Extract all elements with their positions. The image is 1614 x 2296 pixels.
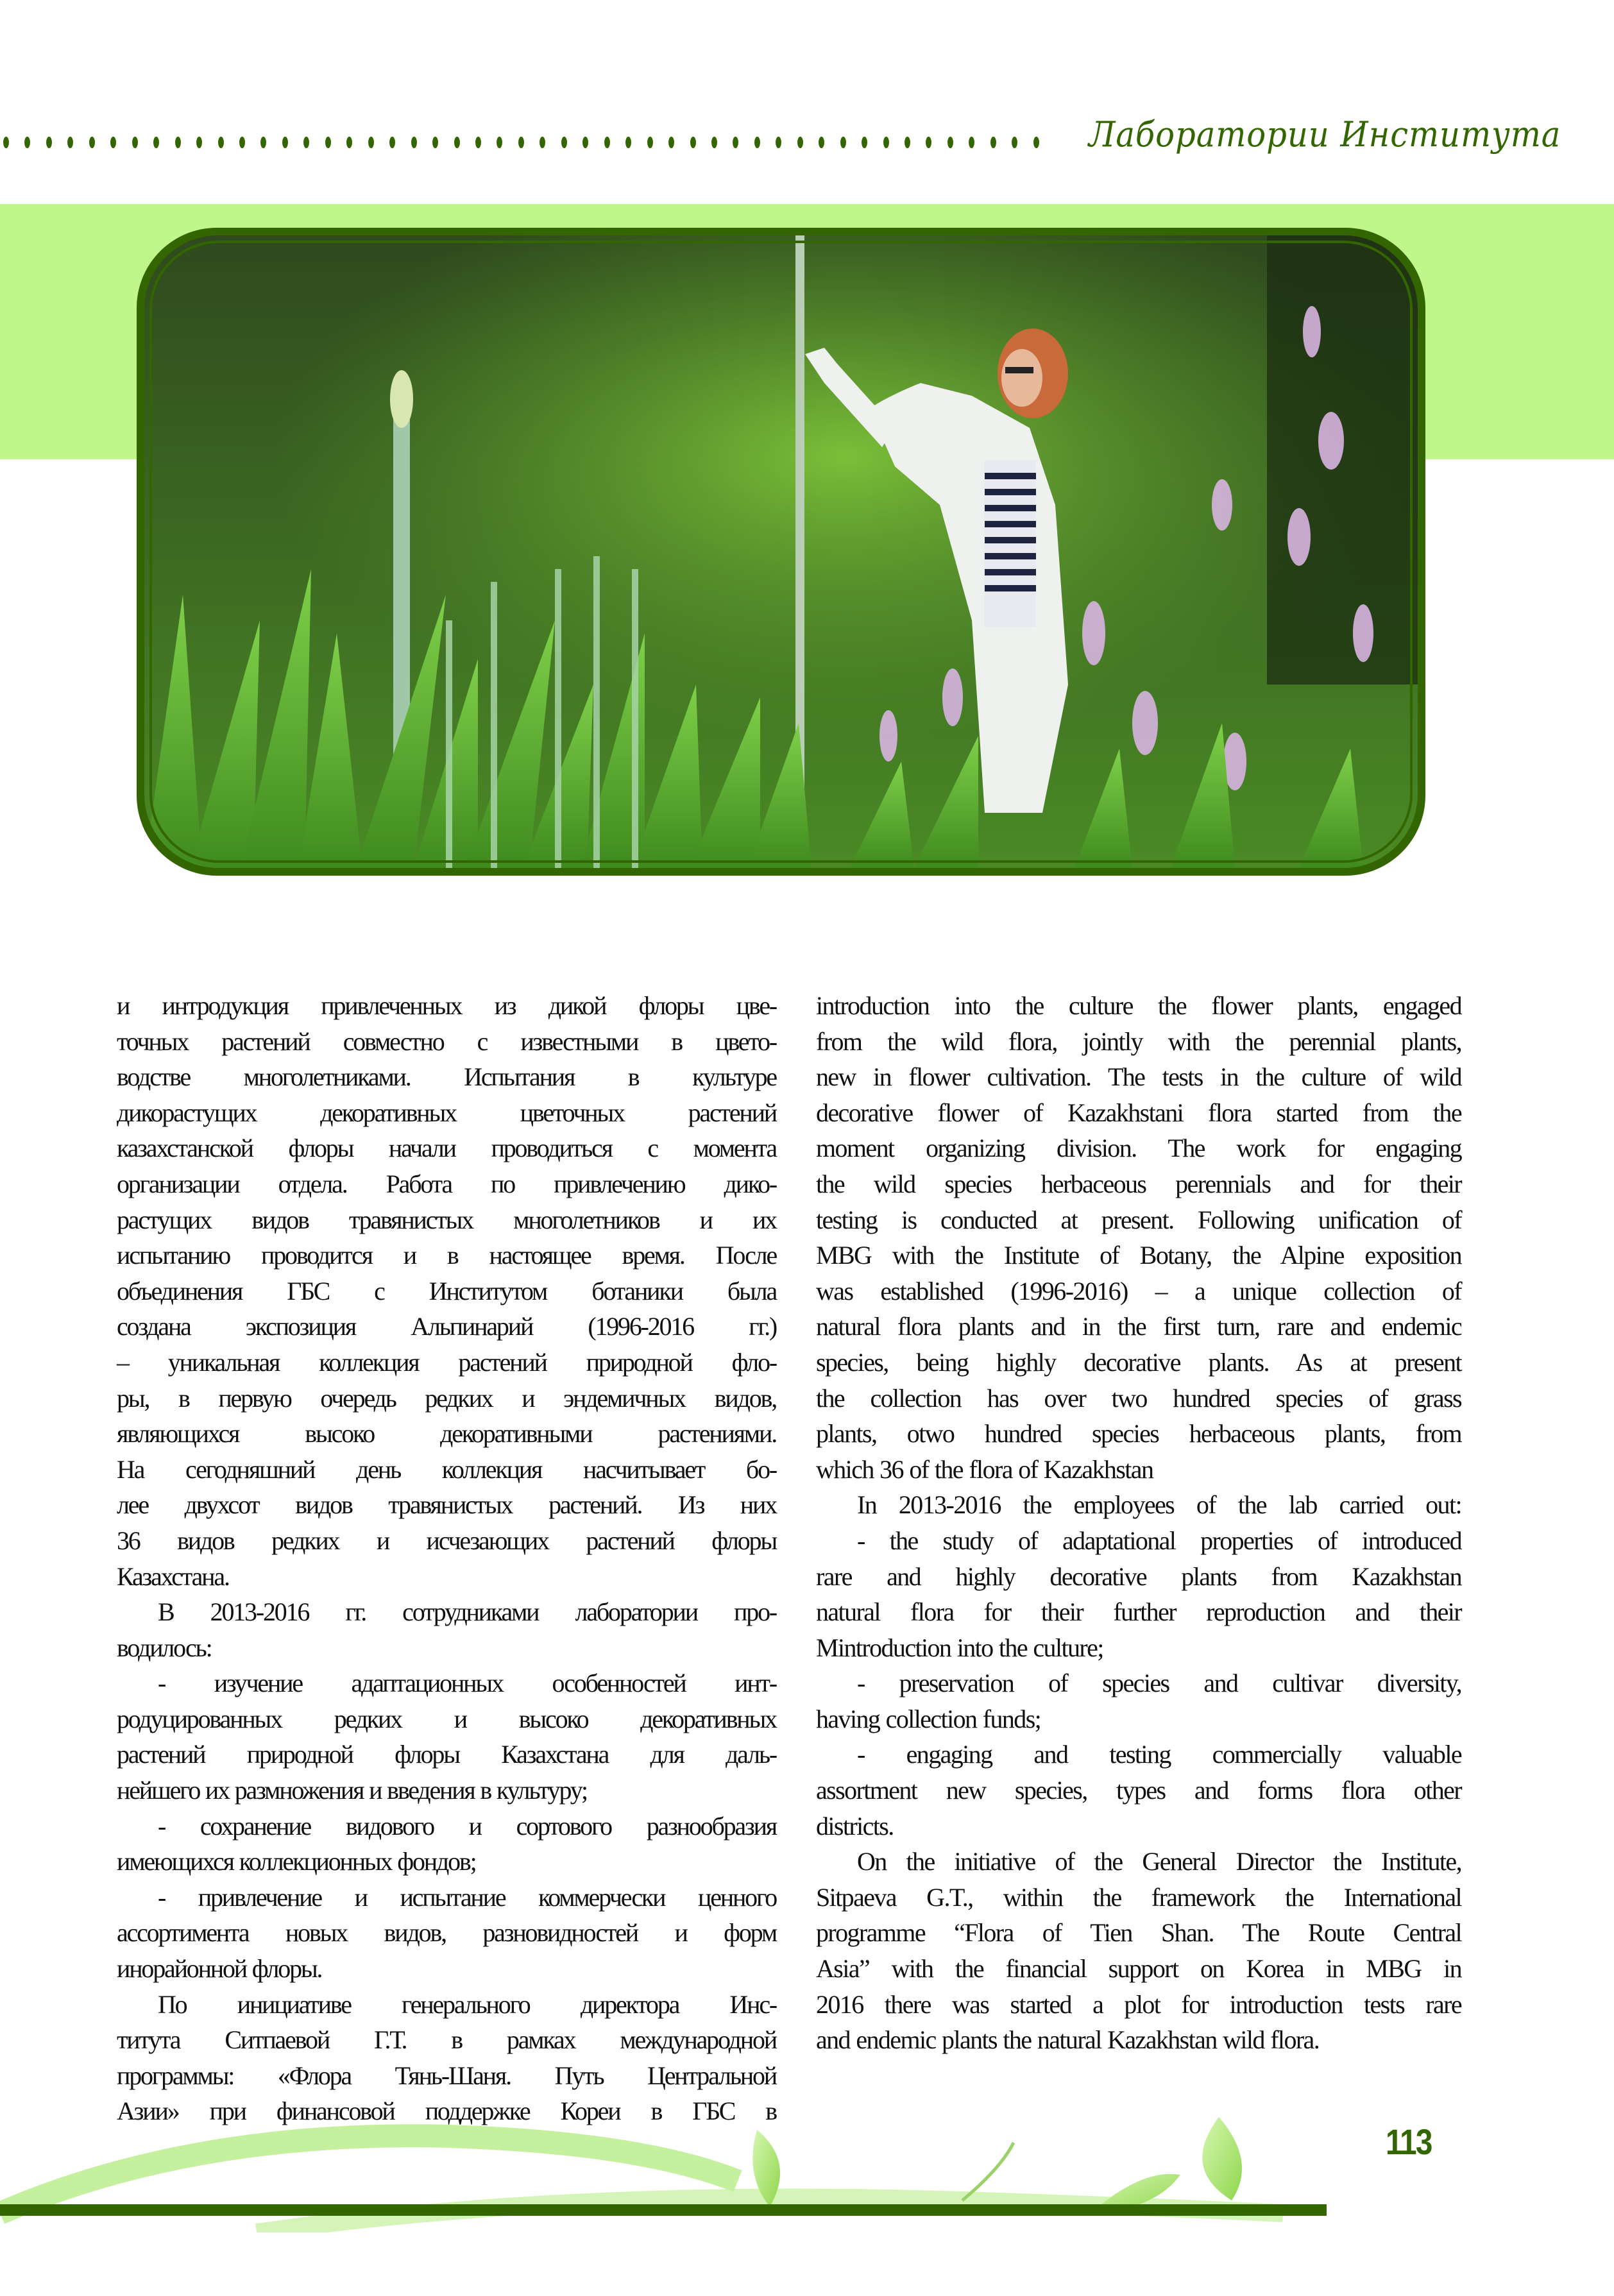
- header-dot: [969, 137, 974, 148]
- text-line: - engaging and testing commercially valuable: [857, 1740, 1461, 1769]
- header-dot: [132, 137, 138, 148]
- text-line: ассортимента новых видов, разновидностей и форм: [117, 1918, 776, 1948]
- text-line: Sitpaeva G.T., within the framework the International: [816, 1882, 1461, 1912]
- header-dot: [24, 137, 30, 148]
- footer-bar: [0, 2204, 1327, 2216]
- header-dot: [668, 137, 674, 148]
- header-dot: [604, 137, 610, 148]
- header-dot: [432, 137, 438, 148]
- header-dot: [518, 137, 524, 148]
- photo-dark-forest: [1267, 235, 1418, 685]
- text-line: казахстанской флоры начали проводиться с момента: [117, 1134, 776, 1163]
- text-line: инорайонной флоры.: [117, 1954, 322, 1984]
- text-line: new in flower cultivation. The tests in the culture of wild: [816, 1062, 1461, 1092]
- header-dot: [325, 137, 331, 148]
- text-line: rare and highly decorative plants from Kazakhstan: [816, 1561, 1461, 1591]
- header-dot: [89, 137, 95, 148]
- header-dot: [754, 137, 760, 148]
- text-line: having collection funds;: [816, 1704, 1041, 1733]
- header-dot: [1012, 137, 1017, 148]
- text-line: - привлечение и испытание коммерчески ценного: [158, 1882, 776, 1912]
- text-line: Asia” with the financial support on Korea in MBG in: [816, 1954, 1461, 1984]
- header-dot: [303, 137, 309, 148]
- header-dot: [582, 137, 588, 148]
- text-line: programme “Flora of Tien Shan. The Route Central: [816, 1918, 1461, 1948]
- text-line: assortment new species, types and forms flora other: [816, 1776, 1461, 1805]
- text-line: Mintroduction into the culture;: [816, 1633, 1103, 1662]
- header-dot-row: [3, 137, 1039, 149]
- header-dot: [690, 137, 696, 148]
- text-line: Казахстана.: [117, 1561, 229, 1591]
- header-dot: [368, 137, 374, 148]
- text-line: decorative flower of Kazakhstani flora started from the: [816, 1098, 1461, 1127]
- section-title: Лаборатории Института: [1089, 114, 1561, 155]
- text-line: – уникальная коллекция растений природной фло-: [117, 1347, 776, 1377]
- text-line: species, being highly decorative plants. As at present: [816, 1347, 1461, 1377]
- header-dot: [926, 137, 931, 148]
- text-line: ры, в первую очередь редких и эндемичных видов,: [117, 1383, 776, 1413]
- header-dot: [1033, 137, 1039, 148]
- text-line: дикорастущих декоративных цветочных растений: [117, 1098, 776, 1127]
- text-line: растений природной флоры Казахстана для даль-: [117, 1740, 776, 1769]
- text-line: which 36 of the flora of Kazakhstan: [816, 1454, 1153, 1484]
- header-dot: [647, 137, 653, 148]
- text-line: нейшего их размножения и введения в культуру;: [117, 1776, 587, 1805]
- text-line: the collection has over two hundred species of grass: [816, 1383, 1461, 1413]
- text-line: На сегодняшний день коллекция насчитывает бо-: [117, 1454, 776, 1484]
- header-dot: [497, 137, 502, 148]
- text-line: водилось:: [117, 1633, 212, 1662]
- text-line: 36 видов редких и исчезающих растений флоры: [117, 1526, 776, 1555]
- header-dot: [67, 137, 73, 148]
- text-line: растущих видов травянистых многолетников и их: [117, 1205, 776, 1234]
- text-line: программы: «Флора Тянь-Шаня. Путь Центральной: [117, 2061, 776, 2090]
- garden-photo-illustration: [144, 235, 1418, 868]
- header-dot: [947, 137, 953, 148]
- header-dot: [454, 137, 460, 148]
- header-dot: [411, 137, 417, 148]
- header-dot: [561, 137, 567, 148]
- header-dot: [883, 137, 889, 148]
- header-dot: [46, 137, 52, 148]
- text-line: объединения ГБС с Институтом ботаники была: [117, 1276, 776, 1305]
- text-line: имеющихся коллекционных фондов;: [117, 1847, 476, 1876]
- text-line: MBG with the Institute of Botany, the Alpine exposition: [816, 1241, 1461, 1270]
- photo-frame: [137, 228, 1425, 876]
- text-line: водстве многолетниками. Испытания в культуре: [117, 1062, 776, 1092]
- text-line: создана экспозиция Альпинарий (1996-2016 гг.): [117, 1312, 776, 1341]
- text-line: - the study of adaptational properties of introduced: [857, 1526, 1461, 1555]
- header-dot: [539, 137, 545, 148]
- text-line: точных растений совместно с известными в цвето-: [117, 1026, 776, 1056]
- text-line: and endemic plants the natural Kazakhstan wild flora.: [816, 2025, 1320, 2055]
- header-dot: [260, 137, 266, 148]
- text-line: the wild species herbaceous perennials and for their: [816, 1169, 1461, 1198]
- header-dot: [110, 137, 116, 148]
- header-dot: [797, 137, 803, 148]
- text-line: natural flora for their further reproduction and their: [816, 1597, 1461, 1627]
- text-line: introduction into the culture the flower plants, engaged: [816, 991, 1461, 1020]
- text-line: родуцированных редких и высоко декоративных: [117, 1704, 776, 1733]
- header-dot: [819, 137, 824, 148]
- header-dot: [3, 137, 9, 148]
- text-line: districts.: [816, 1811, 894, 1841]
- text-line: и интродукция привлеченных из дикой флоры цве-: [117, 991, 776, 1020]
- header-dot: [625, 137, 631, 148]
- text-line: testing is conducted at present. Following unification of: [816, 1205, 1461, 1234]
- text-line: from the wild flora, jointly with the perennial plants,: [816, 1026, 1461, 1056]
- garden-photo: [144, 235, 1418, 868]
- leaf-icon: [1202, 2117, 1242, 2200]
- text-line: Азии» при финансовой поддержке Кореи в ГБС в: [117, 2096, 776, 2126]
- header-dot: [282, 137, 288, 148]
- text-line: In 2013-2016 the employees of the lab carried out:: [857, 1490, 1461, 1520]
- header-dot: [218, 137, 224, 148]
- header-dot: [990, 137, 996, 148]
- header-dot: [175, 137, 181, 148]
- header-dot: [346, 137, 352, 148]
- header-dot: [776, 137, 781, 148]
- header-dot: [733, 137, 738, 148]
- vine-tendril: [962, 2143, 1014, 2200]
- russian-text-column: [117, 988, 776, 2129]
- header-dot: [389, 137, 395, 148]
- text-line: - сохранение видового и сортового разнообразия: [158, 1811, 776, 1841]
- text-line: организации отдела. Работа по привлечению дико-: [117, 1169, 776, 1198]
- text-line: По инициативе генерального директора Инс-: [158, 1989, 776, 2019]
- text-line: лее двухсот видов травянистых растений. Из них: [117, 1490, 776, 1520]
- header-dot: [711, 137, 717, 148]
- text-line: титута Ситпаевой Г.Т. в рамках международной: [117, 2025, 776, 2055]
- header-dot: [862, 137, 867, 148]
- page-number: 113: [1386, 2122, 1432, 2162]
- header-dot: [475, 137, 481, 148]
- text-line: moment organizing division. The work for engaging: [816, 1134, 1461, 1163]
- text-line: - preservation of species and cultivar diversity,: [857, 1669, 1461, 1698]
- header-dot: [840, 137, 846, 148]
- text-line: - изучение адаптационных особенностей инт-: [158, 1669, 776, 1698]
- text-line: plants, otwo hundred species herbaceous plants, from: [816, 1419, 1461, 1449]
- header-dot: [905, 137, 910, 148]
- allium-bud: [390, 370, 413, 428]
- text-line: was established (1996-2016) – a unique collection of: [816, 1276, 1461, 1305]
- text-line: В 2013-2016 гг. сотрудниками лаборатории про-: [158, 1597, 776, 1627]
- text-line: On the initiative of the General Director the Institute,: [857, 1847, 1461, 1876]
- header-dot: [153, 137, 159, 148]
- header-dot: [196, 137, 202, 148]
- english-text-column: [816, 988, 1461, 2058]
- text-line: natural flora plants and in the first turn, rare and endemic: [816, 1312, 1461, 1341]
- text-line: являющихся высоко декоративными растениями.: [117, 1419, 776, 1449]
- header-dot: [239, 137, 245, 148]
- text-line: испытанию проводится и в настоящее время. После: [117, 1241, 776, 1270]
- text-line: 2016 there was started a plot for introduction tests rare: [816, 1989, 1461, 2019]
